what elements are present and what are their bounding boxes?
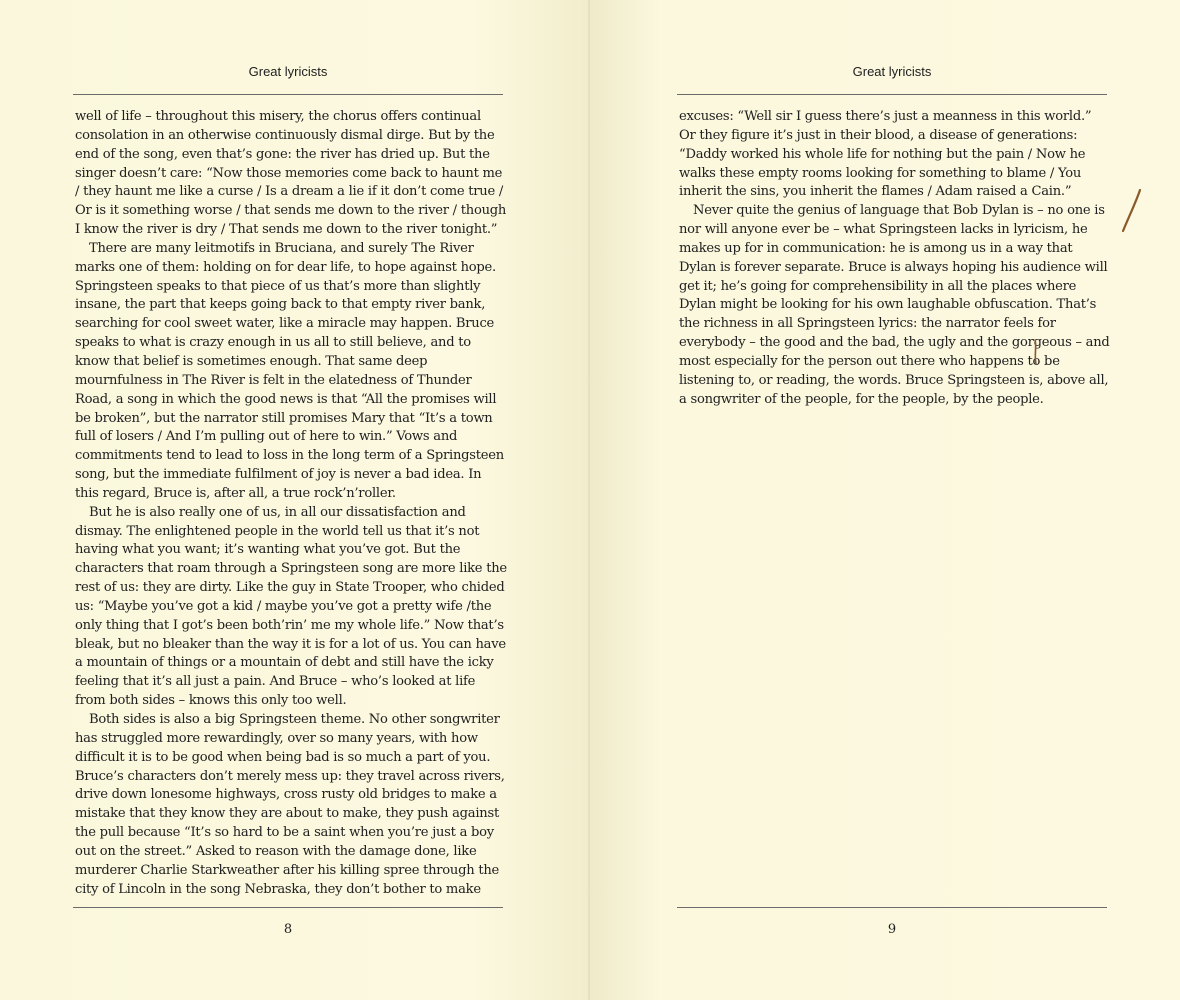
- right-running-head: Great lyricists: [852, 64, 932, 79]
- pencil-mark-margin: [1120, 188, 1144, 234]
- right-paragraph-2: Never quite the genius of language that Bob Dylan is – no one is nor will anyone ever be – what Springsteen lacks in lyricism, he makes up for in communication: he is among us in a way that Dylan is forever separate. Bruce is always hoping his audience will get it; he’s going for comprehensibility in all the places where Dylan might be looking for his own laughable obfuscation. That’s the richness in all Springsteen lyrics: the narrator feels for everybody – the good and the bad, the ugly and the gorgeous – and most especially for the person out there who happens to be listening to, or reading, the words. Bruce Springsteen is, above all, a songwriter of the people, for the people, by the people.: [679, 203, 1110, 407]
- right-header-rule: [677, 94, 1107, 95]
- left-paragraph-1: well of life – throughout this misery, the chorus offers continual consolation in an otherwise continuously dismal dirge. But by the end of the song, even that’s gone: the river has dried up. But the singer doesn’t care: “Now those memories come back to haunt me / they haunt me like a curse / Is a dream a lie if it don’t come true / Or is it something worse / that sends me down to the river / though I know the river is dry / That sends me down to the river tonight.”: [75, 109, 507, 238]
- pencil-mark-inline: [1028, 338, 1042, 366]
- left-paragraph-2: There are many leitmotifs in Bruciana, and surely The River marks one of them: holding on for dear life, to hope against hope. Springsteen speaks to that piece of us that’s more than slightly insane, the part that keeps going back to that empty river bank, searching for cool sweet water, like a miracle may happen. Bruce speaks to what is crazy enough in us all to still believe, and to know that belief is sometimes enough. That same deep mournfulness in The River is felt in the elatedness of Thunder Road, a song in which the good news is that “All the promises will be broken”, but the narrator still promises Mary that “It’s a town full of losers / And I’m pulling out of here to win.” Vows and commitments tend to lead to loss in the long term of a Springsteen song, but the immediate fulfilment of joy is never a bad idea. In this regard, Bruce is, after all, a true rock’n’roller.: [75, 240, 504, 501]
- right-page-number: 9: [887, 922, 897, 937]
- right-page: [590, 0, 1180, 1000]
- left-footer-rule: [73, 907, 503, 908]
- right-footer-rule: [677, 907, 1107, 908]
- left-body-text: [75, 108, 507, 899]
- left-paragraph-4: Both sides is also a big Springsteen theme. No other songwriter has struggled more rewardingly, over so many years, with how difficult it is to be good when being bad is so much a part of you. Bruce’s characters don’t merely mess up: they travel across rivers, drive down lonesome highways, cross rusty old bridges to make a mistake that they know they are about to make, they push against the pull because “It’s so hard to be a saint when you’re just a boy out on the street.” Asked to reason with the damage done, like murderer Charlie Starkweather after his killing spree through the city of Lincoln in the song Nebraska, they don’t bother to make: [75, 712, 505, 897]
- left-paragraph-3: But he is also really one of us, in all our dissatisfaction and dismay. The enlightened people in the world tell us that it’s not having what you want; it’s wanting what you’ve got. But the characters that roam through a Springsteen song are more like the rest of us: they are dirty. Like the guy in State Trooper, who chided us: “Maybe you’ve got a kid / maybe you’ve got a pretty wife /the only thing that I got’s been both’rin’ me my whole life.” Now that’s bleak, but no bleaker than the way it is for a lot of us. You can have a mountain of things or a mountain of debt and still have the icky feeling that it’s all just a pain. And Bruce – who’s looked at life from both sides – knows this only too well.: [75, 504, 507, 709]
- right-body-text: [679, 108, 1111, 410]
- left-page-number: 8: [283, 922, 293, 937]
- right-paragraph-1: excuses: “Well sir I guess there’s just a meanness in this world.” Or they figure it’s just in their blood, a disease of generations: “Daddy worked his whole life for nothing but the pain / Now he walks these empty rooms looking for something to blame / You inherit the sins, you inherit the flames / Adam raised a Cain.”: [679, 109, 1092, 200]
- left-running-head: Great lyricists: [248, 64, 328, 79]
- left-header-rule: [73, 94, 503, 95]
